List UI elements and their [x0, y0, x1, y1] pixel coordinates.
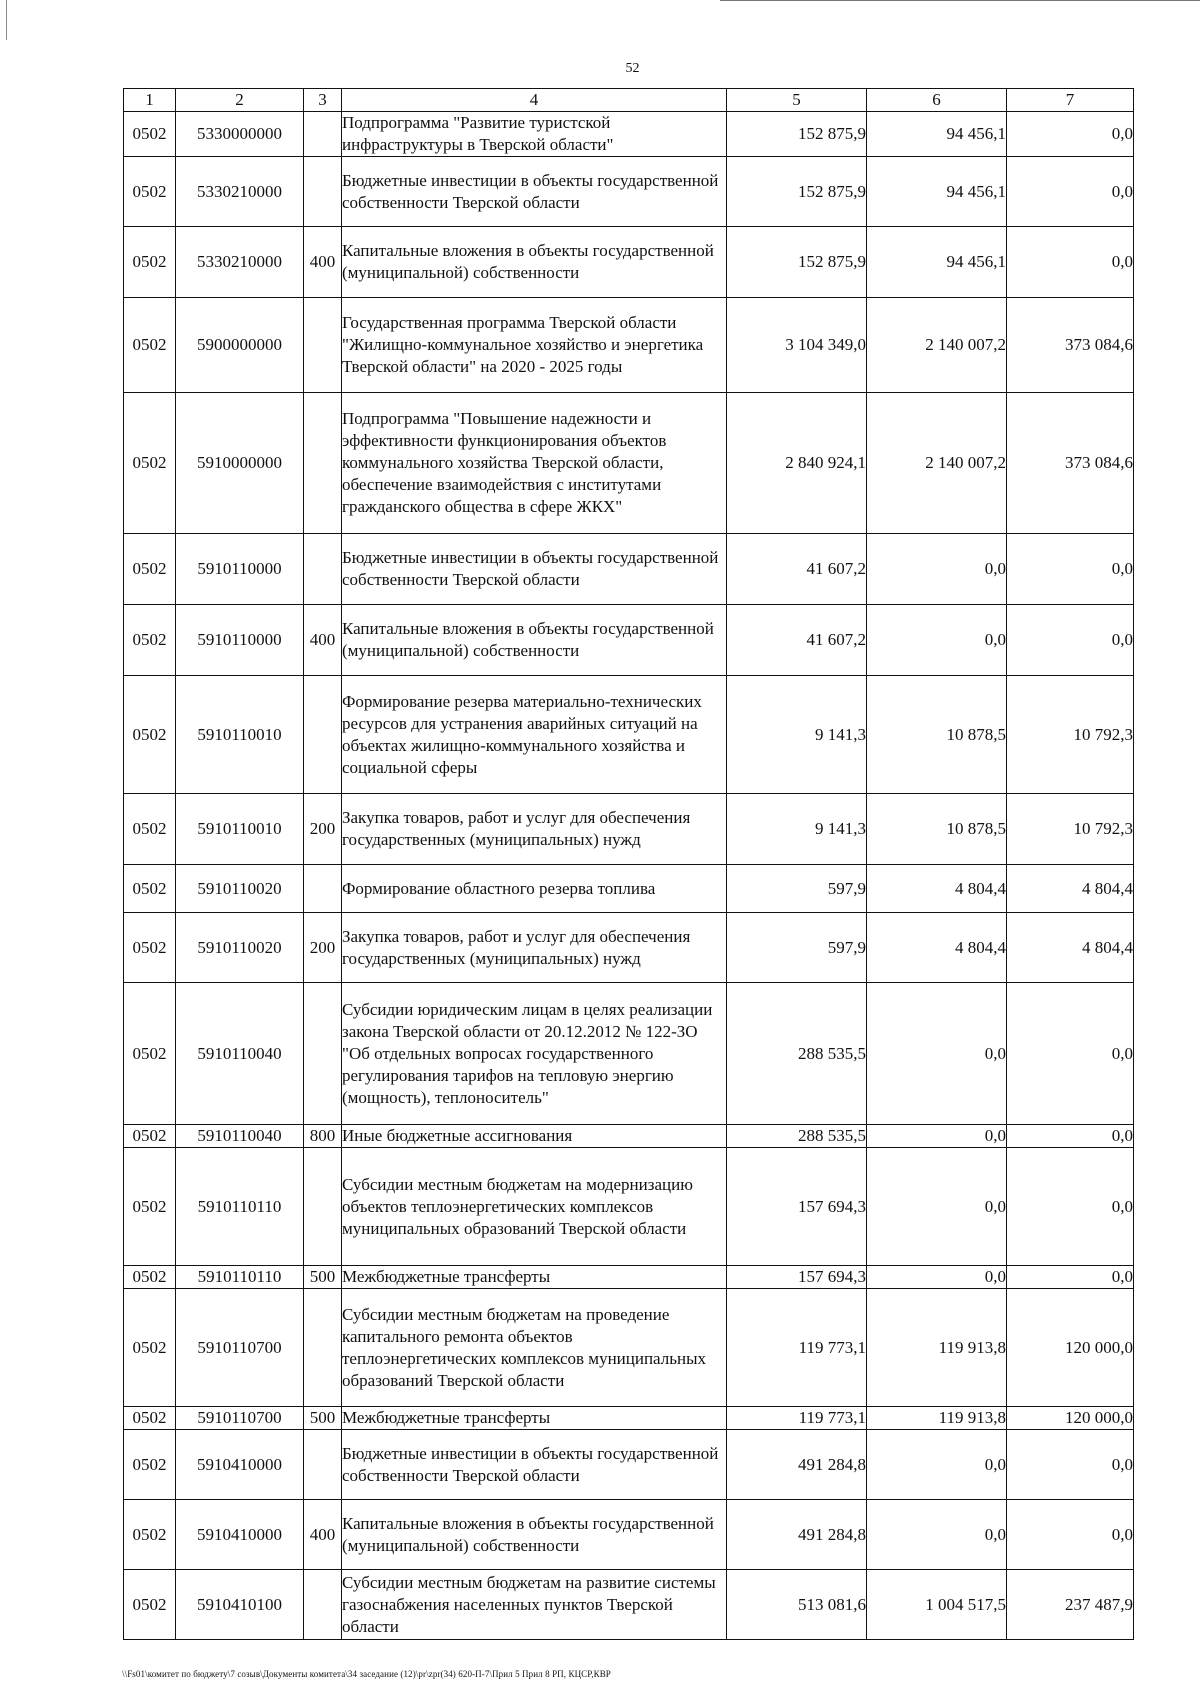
table-row: [124, 1407, 1134, 1430]
section-code: 0502: [124, 157, 176, 227]
file-path-footer: \\Fs01\комитет по бюджету\7 созыв\Документы комитета\34 заседание (12)\pr\zpr(34) 620-П-7\Прил 5 Прил 8 РП, КЦСР,КВР: [122, 1669, 611, 1679]
table-row: [124, 1148, 1134, 1266]
amount-col-7: 0,0: [1007, 983, 1134, 1125]
section-code: 0502: [124, 1148, 176, 1266]
target-article-code: 5910110700: [176, 1407, 304, 1430]
item-description: Бюджетные инвестиции в объекты государственной собственности Тверской области: [342, 1430, 727, 1500]
expense-type-code: [304, 676, 342, 794]
target-article-code: 5910110010: [176, 676, 304, 794]
section-code: 0502: [124, 1289, 176, 1407]
section-code: 0502: [124, 393, 176, 534]
target-article-code: 5910110110: [176, 1266, 304, 1289]
amount-col-5: 157 694,3: [727, 1148, 867, 1266]
amount-col-5: 152 875,9: [727, 157, 867, 227]
expense-type-code: [304, 298, 342, 393]
table-row: [124, 1266, 1134, 1289]
amount-col-5: 3 104 349,0: [727, 298, 867, 393]
item-description: Бюджетные инвестиции в объекты государственной собственности Тверской области: [342, 157, 727, 227]
amount-col-7: 0,0: [1007, 227, 1134, 298]
expense-type-code: 400: [304, 1500, 342, 1570]
target-article-code: 5900000000: [176, 298, 304, 393]
column-header: 4: [342, 89, 727, 112]
amount-col-7: 10 792,3: [1007, 794, 1134, 865]
item-description: Бюджетные инвестиции в объекты государственной собственности Тверской области: [342, 534, 727, 605]
amount-col-7: 4 804,4: [1007, 865, 1134, 913]
expense-type-code: 400: [304, 227, 342, 298]
expense-type-code: 200: [304, 913, 342, 983]
column-header: 1: [124, 89, 176, 112]
table-row: [124, 1570, 1134, 1640]
item-description: Закупка товаров, работ и услуг для обеспечения государственных (муниципальных) нужд: [342, 913, 727, 983]
amount-col-6: 4 804,4: [867, 865, 1007, 913]
amount-col-5: 2 840 924,1: [727, 393, 867, 534]
amount-col-6: 94 456,1: [867, 157, 1007, 227]
table-row: [124, 1430, 1134, 1500]
table-row: [124, 913, 1134, 983]
amount-col-5: 491 284,8: [727, 1430, 867, 1500]
amount-col-7: 373 084,6: [1007, 298, 1134, 393]
amount-col-7: 4 804,4: [1007, 913, 1134, 983]
table-row: [124, 865, 1134, 913]
column-header: 7: [1007, 89, 1134, 112]
page-number: 52: [625, 61, 640, 76]
amount-col-5: 152 875,9: [727, 227, 867, 298]
expense-type-code: 800: [304, 1125, 342, 1148]
target-article-code: 5910410100: [176, 1570, 304, 1640]
item-description: Подпрограмма "Повышение надежности и эффективности функционирования объектов коммунального хозяйства Тверской области, обеспечение взаимодействия с институтами гражданского общества в сфере ЖКХ": [342, 393, 727, 534]
item-description: Капитальные вложения в объекты государственной (муниципальной) собственности: [342, 1500, 727, 1570]
expense-type-code: 400: [304, 605, 342, 676]
expense-type-code: 500: [304, 1266, 342, 1289]
amount-col-7: 0,0: [1007, 157, 1134, 227]
table-row: [124, 393, 1134, 534]
expense-type-code: [304, 534, 342, 605]
column-header: 5: [727, 89, 867, 112]
amount-col-7: 120 000,0: [1007, 1289, 1134, 1407]
table-row: [124, 157, 1134, 227]
amount-col-6: 4 804,4: [867, 913, 1007, 983]
section-code: 0502: [124, 227, 176, 298]
target-article-code: 5330210000: [176, 157, 304, 227]
section-code: 0502: [124, 676, 176, 794]
section-code: 0502: [124, 1500, 176, 1570]
amount-col-7: 237 487,9: [1007, 1570, 1134, 1640]
expense-type-code: [304, 1148, 342, 1266]
amount-col-5: 513 081,6: [727, 1570, 867, 1640]
section-code: 0502: [124, 1570, 176, 1640]
table-row: [124, 605, 1134, 676]
section-code: 0502: [124, 1407, 176, 1430]
section-code: 0502: [124, 534, 176, 605]
target-article-code: 5910110000: [176, 534, 304, 605]
item-description: Субсидии юридическим лицам в целях реализации закона Тверской области от 20.12.2012 № 122-ЗО "Об отдельных вопросах государственного регулирования тарифов на тепловую энергию (мощность), теплоноситель": [342, 983, 727, 1125]
amount-col-5: 41 607,2: [727, 605, 867, 676]
target-article-code: 5910110040: [176, 1125, 304, 1148]
section-code: 0502: [124, 794, 176, 865]
amount-col-5: 288 535,5: [727, 983, 867, 1125]
target-article-code: 5910110000: [176, 605, 304, 676]
table-row: [124, 1125, 1134, 1148]
target-article-code: 5330000000: [176, 112, 304, 157]
item-description: Формирование резерва материально-технических ресурсов для устранения аварийных ситуаций на объектах жилищно-коммунального хозяйства и социальной сферы: [342, 676, 727, 794]
target-article-code: 5910110020: [176, 865, 304, 913]
expense-type-code: [304, 112, 342, 157]
section-code: 0502: [124, 112, 176, 157]
section-code: 0502: [124, 1430, 176, 1500]
amount-col-6: 2 140 007,2: [867, 393, 1007, 534]
target-article-code: 5910410000: [176, 1430, 304, 1500]
section-code: 0502: [124, 1125, 176, 1148]
item-description: Межбюджетные трансферты: [342, 1266, 727, 1289]
item-description: Закупка товаров, работ и услуг для обеспечения государственных (муниципальных) нужд: [342, 794, 727, 865]
amount-col-5: 119 773,1: [727, 1407, 867, 1430]
item-description: Иные бюджетные ассигнования: [342, 1125, 727, 1148]
table-row: [124, 534, 1134, 605]
target-article-code: 5910110010: [176, 794, 304, 865]
amount-col-7: 10 792,3: [1007, 676, 1134, 794]
amount-col-7: 373 084,6: [1007, 393, 1134, 534]
expense-type-code: [304, 1289, 342, 1407]
item-description: Субсидии местным бюджетам на проведение капитального ремонта объектов теплоэнергетических комплексов муниципальных образований Тверской области: [342, 1289, 727, 1407]
expense-type-code: [304, 865, 342, 913]
amount-col-6: 94 456,1: [867, 227, 1007, 298]
column-header: 6: [867, 89, 1007, 112]
expense-type-code: 200: [304, 794, 342, 865]
amount-col-6: 1 004 517,5: [867, 1570, 1007, 1640]
amount-col-7: 0,0: [1007, 605, 1134, 676]
amount-col-6: 94 456,1: [867, 112, 1007, 157]
item-description: Формирование областного резерва топлива: [342, 865, 727, 913]
section-code: 0502: [124, 983, 176, 1125]
table-row: [124, 1500, 1134, 1570]
amount-col-5: 119 773,1: [727, 1289, 867, 1407]
target-article-code: 5910110040: [176, 983, 304, 1125]
table-row: [124, 1289, 1134, 1407]
section-code: 0502: [124, 913, 176, 983]
expense-type-code: [304, 157, 342, 227]
expense-type-code: [304, 1570, 342, 1640]
amount-col-7: 0,0: [1007, 112, 1134, 157]
amount-col-6: 10 878,5: [867, 794, 1007, 865]
table-row: [124, 112, 1134, 157]
target-article-code: 5910000000: [176, 393, 304, 534]
amount-col-5: 9 141,3: [727, 794, 867, 865]
amount-col-7: 0,0: [1007, 1266, 1134, 1289]
amount-col-6: 0,0: [867, 534, 1007, 605]
amount-col-5: 597,9: [727, 865, 867, 913]
amount-col-5: 288 535,5: [727, 1125, 867, 1148]
amount-col-7: 0,0: [1007, 1500, 1134, 1570]
section-code: 0502: [124, 865, 176, 913]
amount-col-7: 120 000,0: [1007, 1407, 1134, 1430]
expense-type-code: [304, 983, 342, 1125]
table-row: [124, 983, 1134, 1125]
amount-col-6: 0,0: [867, 1148, 1007, 1266]
section-code: 0502: [124, 605, 176, 676]
amount-col-5: 491 284,8: [727, 1500, 867, 1570]
item-description: Государственная программа Тверской области "Жилищно-коммунальное хозяйство и энергетика Тверской области" на 2020 - 2025 годы: [342, 298, 727, 393]
scan-edge-line: [6, 0, 7, 40]
amount-col-6: 0,0: [867, 1125, 1007, 1148]
target-article-code: 5910110700: [176, 1289, 304, 1407]
amount-col-6: 119 913,8: [867, 1407, 1007, 1430]
column-header: 3: [304, 89, 342, 112]
amount-col-6: 10 878,5: [867, 676, 1007, 794]
expense-type-code: [304, 393, 342, 534]
item-description: Подпрограмма "Развитие туристской инфраструктуры в Тверской области": [342, 112, 727, 157]
amount-col-6: 2 140 007,2: [867, 298, 1007, 393]
expense-type-code: [304, 1430, 342, 1500]
amount-col-7: 0,0: [1007, 534, 1134, 605]
table-row: [124, 298, 1134, 393]
target-article-code: 5910110020: [176, 913, 304, 983]
amount-col-6: 0,0: [867, 605, 1007, 676]
amount-col-5: 157 694,3: [727, 1266, 867, 1289]
amount-col-7: 0,0: [1007, 1430, 1134, 1500]
amount-col-6: 0,0: [867, 1430, 1007, 1500]
amount-col-6: 0,0: [867, 983, 1007, 1125]
table-row: [124, 227, 1134, 298]
table-row: [124, 676, 1134, 794]
item-description: Субсидии местным бюджетам на модернизацию объектов теплоэнергетических комплексов муниципальных образований Тверской области: [342, 1148, 727, 1266]
amount-col-6: 0,0: [867, 1266, 1007, 1289]
scan-edge-line: [720, 0, 1200, 1]
amount-col-5: 597,9: [727, 913, 867, 983]
amount-col-6: 0,0: [867, 1500, 1007, 1570]
section-code: 0502: [124, 298, 176, 393]
table-row: [124, 794, 1134, 865]
target-article-code: 5330210000: [176, 227, 304, 298]
amount-col-7: 0,0: [1007, 1148, 1134, 1266]
amount-col-7: 0,0: [1007, 1125, 1134, 1148]
amount-col-5: 9 141,3: [727, 676, 867, 794]
expense-type-code: 500: [304, 1407, 342, 1430]
target-article-code: 5910410000: [176, 1500, 304, 1570]
budget-table: [123, 88, 1134, 1640]
section-code: 0502: [124, 1266, 176, 1289]
item-description: Капитальные вложения в объекты государственной (муниципальной) собственности: [342, 227, 727, 298]
amount-col-6: 119 913,8: [867, 1289, 1007, 1407]
amount-col-5: 41 607,2: [727, 534, 867, 605]
item-description: Капитальные вложения в объекты государственной (муниципальной) собственности: [342, 605, 727, 676]
item-description: Субсидии местным бюджетам на развитие системы газоснабжения населенных пунктов Тверской области: [342, 1570, 727, 1640]
header-row: [124, 89, 1134, 112]
item-description: Межбюджетные трансферты: [342, 1407, 727, 1430]
target-article-code: 5910110110: [176, 1148, 304, 1266]
column-header: 2: [176, 89, 304, 112]
amount-col-5: 152 875,9: [727, 112, 867, 157]
